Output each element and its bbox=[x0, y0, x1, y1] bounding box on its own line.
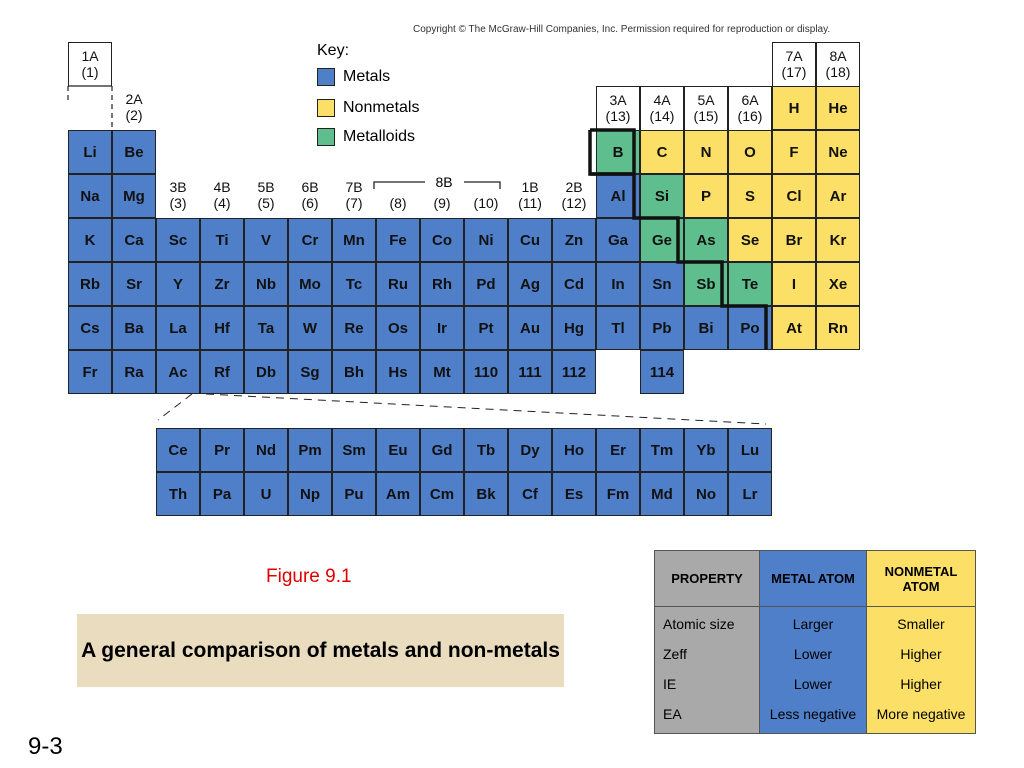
group-header-7: 7B (7) bbox=[332, 174, 376, 218]
element-be: Be bbox=[112, 130, 156, 174]
actinide-cf: Cf bbox=[508, 472, 552, 516]
row-atomic-size-label: Atomic size bbox=[663, 616, 735, 632]
lanthanide-eu: Eu bbox=[376, 428, 420, 472]
caption-text: A general comparison of metals and non-metals bbox=[81, 638, 560, 662]
key-label-metalloids: Metalloids bbox=[343, 128, 416, 145]
element-k: K bbox=[68, 218, 112, 262]
element-o: O bbox=[728, 130, 772, 174]
actinide-u: U bbox=[244, 472, 288, 516]
actinide-np: Np bbox=[288, 472, 332, 516]
element-zn: Zn bbox=[552, 218, 596, 262]
lanthanide-tb: Tb bbox=[464, 428, 508, 472]
nonmetal-swatch bbox=[317, 99, 335, 117]
element-cr: Cr bbox=[288, 218, 332, 262]
element-ir: Ir bbox=[420, 306, 464, 350]
element-sn: Sn bbox=[640, 262, 684, 306]
element-os: Os bbox=[376, 306, 420, 350]
metal-ie: Lower bbox=[793, 676, 833, 692]
metal-zeff: Lower bbox=[793, 646, 833, 662]
lanthanide-dy: Dy bbox=[508, 428, 552, 472]
row-ie-label: IE bbox=[663, 676, 677, 692]
element-pt: Pt bbox=[464, 306, 508, 350]
nonmetal-column bbox=[867, 607, 976, 734]
element-bh: Bh bbox=[332, 350, 376, 394]
key-item-metalloids bbox=[317, 128, 415, 146]
element-al: Al bbox=[596, 174, 640, 218]
element-at: At bbox=[772, 306, 816, 350]
element-hf: Hf bbox=[200, 306, 244, 350]
element-112: 112 bbox=[552, 350, 596, 394]
element-ga: Ga bbox=[596, 218, 640, 262]
nonmetal-zeff: Higher bbox=[900, 646, 942, 662]
group-header-17: 7A (17) bbox=[772, 42, 816, 86]
element-i: I bbox=[772, 262, 816, 306]
metal-column bbox=[760, 607, 867, 734]
element-db: Db bbox=[244, 350, 288, 394]
element-la: La bbox=[156, 306, 200, 350]
group-header-15: 5A (15) bbox=[684, 86, 728, 130]
group-header-9: (9) bbox=[420, 174, 464, 218]
metal-ea: Less negative bbox=[769, 706, 857, 722]
key-title: Key: bbox=[317, 42, 350, 59]
lanthanide-sm: Sm bbox=[332, 428, 376, 472]
element-h: H bbox=[772, 86, 816, 130]
element-rh: Rh bbox=[420, 262, 464, 306]
element-ra: Ra bbox=[112, 350, 156, 394]
actinide-th: Th bbox=[156, 472, 200, 516]
actinide-no: No bbox=[684, 472, 728, 516]
element-v: V bbox=[244, 218, 288, 262]
element-pb: Pb bbox=[640, 306, 684, 350]
key-item-nonmetals bbox=[317, 99, 419, 117]
key-label-metals: Metals bbox=[343, 68, 391, 85]
element-ar: Ar bbox=[816, 174, 860, 218]
lanthanide-ce: Ce bbox=[156, 428, 200, 472]
element-ge: Ge bbox=[640, 218, 684, 262]
actinide-fm: Fm bbox=[596, 472, 640, 516]
group-header-11: 1B (11) bbox=[508, 174, 552, 218]
element-110: 110 bbox=[464, 350, 508, 394]
header-metal-atom: METAL ATOM bbox=[760, 551, 867, 607]
actinide-lr: Lr bbox=[728, 472, 772, 516]
property-column bbox=[655, 607, 760, 734]
element-te: Te bbox=[728, 262, 772, 306]
row-ea-label: EA bbox=[663, 706, 682, 722]
nonmetal-ea: More negative bbox=[876, 706, 966, 722]
nonmetal-ie: Higher bbox=[900, 676, 942, 692]
figure-caption bbox=[77, 614, 564, 687]
element-xe: Xe bbox=[816, 262, 860, 306]
element-rf: Rf bbox=[200, 350, 244, 394]
group-header-2: 2A (2) bbox=[112, 86, 156, 130]
element-sc: Sc bbox=[156, 218, 200, 262]
element-111: 111 bbox=[508, 350, 552, 394]
element-mg: Mg bbox=[112, 174, 156, 218]
element-cu: Cu bbox=[508, 218, 552, 262]
element-s: S bbox=[728, 174, 772, 218]
element-na: Na bbox=[68, 174, 112, 218]
h-header-dashed-border bbox=[68, 86, 112, 132]
actinide-pu: Pu bbox=[332, 472, 376, 516]
element-zr: Zr bbox=[200, 262, 244, 306]
element-ne: Ne bbox=[816, 130, 860, 174]
lanthanide-gd: Gd bbox=[420, 428, 464, 472]
metalloid-swatch bbox=[317, 128, 335, 146]
figure-label: Figure 9.1 bbox=[266, 566, 352, 587]
element-tl: Tl bbox=[596, 306, 640, 350]
element-ta: Ta bbox=[244, 306, 288, 350]
element-sr: Sr bbox=[112, 262, 156, 306]
header-property: PROPERTY bbox=[655, 551, 760, 607]
element-he: He bbox=[816, 86, 860, 130]
element-nb: Nb bbox=[244, 262, 288, 306]
element-kr: Kr bbox=[816, 218, 860, 262]
element-re: Re bbox=[332, 306, 376, 350]
element-ag: Ag bbox=[508, 262, 552, 306]
element-cd: Cd bbox=[552, 262, 596, 306]
metal-atomic-size: Larger bbox=[792, 616, 834, 632]
f-block-leader-left bbox=[158, 394, 192, 420]
8b-label: 8B bbox=[435, 174, 453, 190]
element-mt: Mt bbox=[420, 350, 464, 394]
element-po: Po bbox=[728, 306, 772, 350]
actinide-cm: Cm bbox=[420, 472, 464, 516]
element-fe: Fe bbox=[376, 218, 420, 262]
element-sg: Sg bbox=[288, 350, 332, 394]
group-header-10: (10) bbox=[464, 174, 508, 218]
element-as: As bbox=[684, 218, 728, 262]
lanthanide-pm: Pm bbox=[288, 428, 332, 472]
metal-swatch bbox=[317, 68, 335, 86]
element-ru: Ru bbox=[376, 262, 420, 306]
actinide-bk: Bk bbox=[464, 472, 508, 516]
element-mn: Mn bbox=[332, 218, 376, 262]
actinide-pa: Pa bbox=[200, 472, 244, 516]
group-header-4: 4B (4) bbox=[200, 174, 244, 218]
row-zeff-label: Zeff bbox=[663, 646, 687, 662]
key-item-metals bbox=[317, 68, 390, 86]
element-hg: Hg bbox=[552, 306, 596, 350]
group-header-12: 2B (12) bbox=[552, 174, 596, 218]
element-fr: Fr bbox=[68, 350, 112, 394]
group-header-13: 3A (13) bbox=[596, 86, 640, 130]
element-ac: Ac bbox=[156, 350, 200, 394]
comparison-table bbox=[654, 550, 976, 734]
copyright-notice: Copyright © The McGraw-Hill Companies, Inc. Permission required for reproduction or display. bbox=[413, 24, 831, 35]
group-header-16: 6A (16) bbox=[728, 86, 772, 130]
element-bi: Bi bbox=[684, 306, 728, 350]
lanthanide-tm: Tm bbox=[640, 428, 684, 472]
lanthanide-pr: Pr bbox=[200, 428, 244, 472]
element-ti: Ti bbox=[200, 218, 244, 262]
lanthanide-er: Er bbox=[596, 428, 640, 472]
element-pd: Pd bbox=[464, 262, 508, 306]
lanthanide-lu: Lu bbox=[728, 428, 772, 472]
group-header-3: 3B (3) bbox=[156, 174, 200, 218]
key-label-nonmetals: Nonmetals bbox=[343, 99, 420, 116]
element-cs: Cs bbox=[68, 306, 112, 350]
group-header-6: 6B (6) bbox=[288, 174, 332, 218]
slide-number: 9-3 bbox=[28, 733, 63, 760]
header-nonmetal-atom: NONMETAL ATOM bbox=[867, 551, 976, 607]
group-header-1: 1A (1) bbox=[68, 42, 112, 86]
element-br: Br bbox=[772, 218, 816, 262]
group-header-8: (8) bbox=[376, 174, 420, 218]
element-114: 114 bbox=[640, 350, 684, 394]
lanthanide-yb: Yb bbox=[684, 428, 728, 472]
element-hs: Hs bbox=[376, 350, 420, 394]
actinide-am: Am bbox=[376, 472, 420, 516]
element-mo: Mo bbox=[288, 262, 332, 306]
element-n: N bbox=[684, 130, 728, 174]
group-header-5: 5B (5) bbox=[244, 174, 288, 218]
element-ni: Ni bbox=[464, 218, 508, 262]
element-co: Co bbox=[420, 218, 464, 262]
element-se: Se bbox=[728, 218, 772, 262]
f-block-leader-right bbox=[206, 394, 766, 424]
element-b: B bbox=[596, 130, 640, 174]
element-ca: Ca bbox=[112, 218, 156, 262]
group-header-18: 8A (18) bbox=[816, 42, 860, 86]
actinide-es: Es bbox=[552, 472, 596, 516]
element-f: F bbox=[772, 130, 816, 174]
element-in: In bbox=[596, 262, 640, 306]
nonmetal-atomic-size: Smaller bbox=[897, 616, 945, 632]
element-p: P bbox=[684, 174, 728, 218]
element-sb: Sb bbox=[684, 262, 728, 306]
element-c: C bbox=[640, 130, 684, 174]
element-rn: Rn bbox=[816, 306, 860, 350]
group-header-14: 4A (14) bbox=[640, 86, 684, 130]
element-ba: Ba bbox=[112, 306, 156, 350]
element-y: Y bbox=[156, 262, 200, 306]
element-rb: Rb bbox=[68, 262, 112, 306]
element-si: Si bbox=[640, 174, 684, 218]
element-w: W bbox=[288, 306, 332, 350]
element-tc: Tc bbox=[332, 262, 376, 306]
actinide-md: Md bbox=[640, 472, 684, 516]
lanthanide-nd: Nd bbox=[244, 428, 288, 472]
lanthanide-ho: Ho bbox=[552, 428, 596, 472]
element-li: Li bbox=[68, 130, 112, 174]
element-cl: Cl bbox=[772, 174, 816, 218]
element-au: Au bbox=[508, 306, 552, 350]
